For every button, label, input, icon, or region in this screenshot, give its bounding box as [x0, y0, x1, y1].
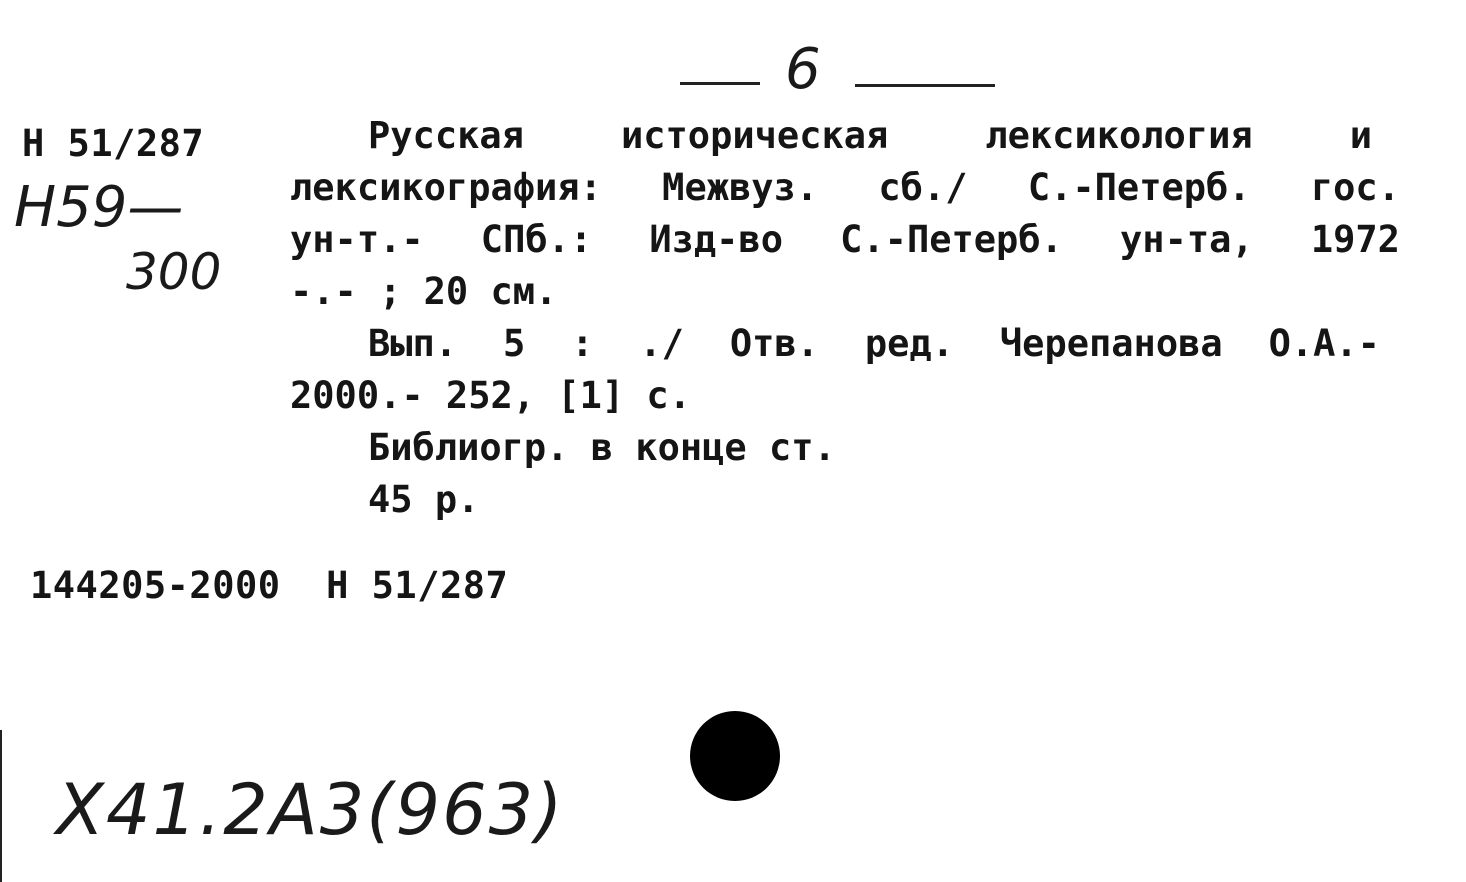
entry-word: Черепанова [999, 322, 1223, 365]
entry-line-3 [290, 214, 1400, 266]
entry-word: лексикография: [290, 166, 602, 209]
entry-line-5 [290, 318, 1400, 370]
entry-word: : [571, 322, 594, 365]
entry-word: Отв. [729, 322, 819, 365]
entry-line-4: -.- ; 20 см. [290, 270, 558, 313]
entry-line-7: Библиогр. в конце ст. [368, 426, 836, 469]
page-number: 6 [785, 37, 821, 102]
entry-word: лексикология [985, 114, 1253, 157]
entry-word: Вып. [368, 322, 458, 365]
entry-word: СПб.: [480, 218, 593, 261]
entry-word: С.-Петерб. [840, 218, 1063, 261]
entry-line-2 [290, 162, 1400, 214]
accession-number: 144205-2000 Н 51/287 [30, 564, 509, 607]
entry-word: сб./ [878, 166, 968, 209]
entry-word: ун-та, [1120, 218, 1254, 261]
bibliographic-entry [290, 110, 1400, 526]
entry-line-1 [290, 110, 1400, 162]
entry-word: 1972 [1310, 218, 1400, 261]
handwritten-shelf-mark-bottom: 300 [126, 243, 222, 301]
card-edge-line [0, 730, 2, 882]
entry-word: ун-т.- [290, 218, 424, 261]
page-number-dash-left [680, 82, 760, 85]
entry-word: историческая [620, 114, 889, 157]
entry-word: ред. [864, 322, 954, 365]
punch-hole [690, 711, 780, 801]
entry-word: Русская [368, 114, 524, 157]
entry-line-8: 45 р. [368, 478, 480, 521]
entry-word: и [1349, 114, 1372, 157]
entry-word: гос. [1310, 166, 1400, 209]
handwritten-shelf-mark-top: Н59— [14, 175, 184, 240]
entry-line-6: 2000.- 252, [1] с. [290, 374, 691, 417]
entry-word: ./ [639, 322, 684, 365]
entry-word: С.-Петерб. [1027, 166, 1251, 209]
handwritten-classification: Х41.2А3(963) [56, 769, 565, 851]
entry-word: О.А.- [1268, 322, 1380, 365]
entry-word: 5 [503, 322, 526, 365]
call-number: Н 51/287 [22, 122, 205, 165]
page-number-dash-right [855, 84, 995, 87]
entry-word: Межвуз. [662, 166, 819, 209]
entry-word: Изд-во [649, 218, 783, 261]
